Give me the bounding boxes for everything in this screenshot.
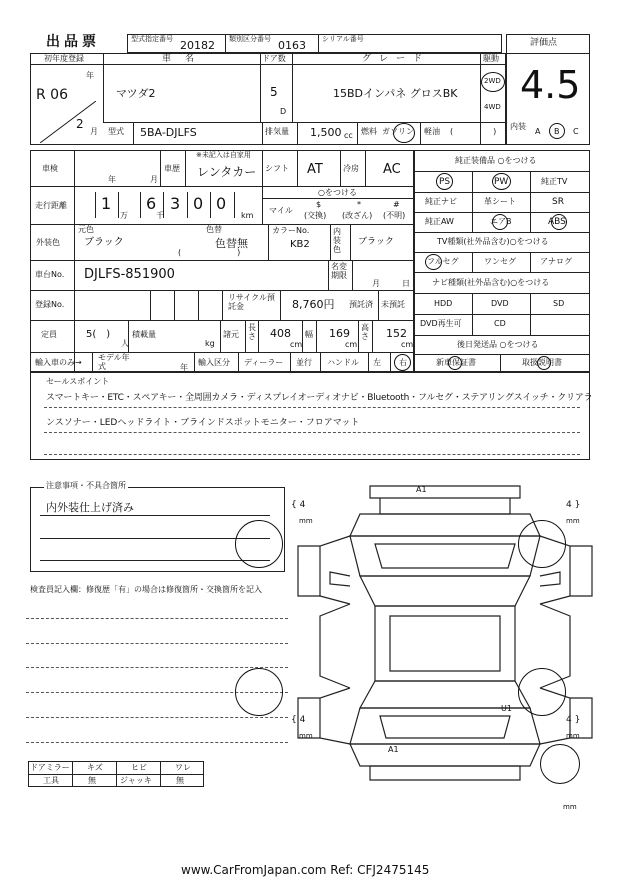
width-value: 169 xyxy=(329,327,350,340)
tools-header-crack: ヒビ xyxy=(131,763,147,772)
mileage-swap: (交換) xyxy=(304,211,327,220)
tv-analog: アナログ xyxy=(540,257,572,266)
score-label: 評価点 xyxy=(530,38,558,48)
inspection-label: 車検 xyxy=(42,164,58,173)
nav-hdd: HDD xyxy=(434,299,453,308)
first-reg-year: R 06 xyxy=(36,87,68,103)
mileage-dollar: $ xyxy=(316,200,322,209)
mileage-attach-note: ○をつける xyxy=(318,188,357,197)
import-parallel: 並行 xyxy=(296,358,312,367)
tv-fullseg: フルセグ xyxy=(427,257,459,266)
tv-oneseg: ワンセグ xyxy=(484,257,516,266)
jack-label: ジャッキ xyxy=(120,776,152,785)
handle-right: 右 xyxy=(399,358,407,367)
chassis-label: 車台No. xyxy=(35,270,65,279)
drive-2wd: 2WD xyxy=(484,77,501,85)
handle-right-circle xyxy=(394,354,411,371)
tire-depth-fr: 4 } xyxy=(566,500,581,510)
original-color: ブラック xyxy=(84,237,124,248)
interior-label: 内装 xyxy=(510,122,526,131)
doors-label: ドア数 xyxy=(262,54,286,63)
jack-value: 無 xyxy=(176,776,184,785)
equip-tv: 純正TV xyxy=(541,177,568,186)
doc-warranty: 新車保証書 xyxy=(436,358,476,367)
tire-depth-fr-mm: mm xyxy=(566,517,580,525)
original-color-label: 元色 xyxy=(78,225,94,234)
tools-label: 工具 xyxy=(43,776,59,785)
interior-color-label: 内装色 xyxy=(333,227,341,254)
repaint-paren: ( ) xyxy=(178,248,241,257)
interior-circle xyxy=(549,123,565,139)
tire-front-left xyxy=(235,520,283,568)
drive-label: 駆動 xyxy=(483,54,499,63)
month-unit: 月 xyxy=(90,127,98,136)
damage-mark-rear-bumper: A1 xyxy=(388,745,399,754)
drive-4wd: 4WD xyxy=(484,103,501,111)
capacity-persons: 5( ) xyxy=(86,329,111,340)
equip-ps-circle xyxy=(436,173,453,190)
repaint-label: 色替 xyxy=(206,225,222,234)
first-reg-divider xyxy=(40,101,96,143)
length-label: 長さ xyxy=(248,323,256,341)
handle-label: ハンドル xyxy=(327,358,359,367)
mileage-digit-1: 1 xyxy=(101,194,112,213)
length-value: 408 xyxy=(270,327,291,340)
nav-dvd: DVD xyxy=(491,299,509,308)
footer-watermark: www.CarFromJapan.com Ref: CFJ2475145 xyxy=(181,863,430,877)
tire-depth-rl-mm: mm xyxy=(299,732,313,740)
import-label: 輸入車のみ→ xyxy=(35,358,82,367)
chassis-number: DJLFS-851900 xyxy=(84,267,175,282)
mileage-man: 万 xyxy=(120,211,128,220)
car-name-label: 車名 xyxy=(162,54,209,64)
model-designation-label: 型式指定番号 xyxy=(131,35,173,43)
tools-header-break: ワレ xyxy=(175,763,191,772)
nav-sd: SD xyxy=(553,299,565,308)
mileage-digit-4: 0 xyxy=(193,194,204,213)
model-designation: 20182 xyxy=(180,39,215,52)
name-change-label: 名変期限 xyxy=(331,262,347,280)
notes-line-1: 内外装仕上げ済み xyxy=(46,501,134,514)
name-change-day: 日 xyxy=(402,279,410,288)
displacement-value: 1,500 xyxy=(310,126,342,139)
height-label: 高さ xyxy=(361,323,369,341)
color-label: 外装色 xyxy=(36,238,60,247)
docs-header: 後日発送品 ○をつける xyxy=(457,340,539,349)
equip-pw-circle xyxy=(492,173,511,190)
equip-abs: ABS xyxy=(548,217,566,227)
cd-label: CD xyxy=(494,319,506,328)
inspection-year: 年 xyxy=(108,175,116,184)
car-name: マツダ2 xyxy=(116,87,156,100)
equipment-header: 純正装備品 ○をつける xyxy=(455,156,537,165)
dvd-playback-label: DVD再生可 xyxy=(420,319,462,328)
tire-depth-rr-mm: mm xyxy=(566,732,580,740)
tire-rear-right xyxy=(518,668,566,716)
handle-left: 左 xyxy=(373,358,381,367)
tools-header-scratch: キズ xyxy=(87,763,103,772)
first-reg-month: 2 xyxy=(76,117,84,131)
doc-warranty-circle xyxy=(448,356,462,370)
tire-depth-fl: { 4 xyxy=(291,500,306,510)
import-dealer: ディーラー xyxy=(244,358,284,367)
equip-airbag: エアB xyxy=(490,217,512,226)
recycle-value: 8,760円 xyxy=(292,298,335,311)
spare-tire-mm: mm xyxy=(563,803,577,811)
interior-grade-b: B xyxy=(554,127,560,136)
tire-depth-rl: { 4 xyxy=(291,715,306,725)
oil-paren: ( ) xyxy=(450,127,497,136)
mileage-mile: マイル xyxy=(269,206,293,215)
category-label: 類別区分番号 xyxy=(229,35,271,43)
load-label: 積載量 xyxy=(132,330,156,339)
category-number: 0163 xyxy=(278,39,306,52)
mileage-sen: 千 xyxy=(156,211,164,220)
interior-grade-a: A xyxy=(535,127,541,136)
sales-points-line-2: ンスソナー・LEDヘッドライト・ブラインドスポットモニター・フロアマット xyxy=(46,418,360,428)
capacity-label: 定員 xyxy=(41,330,57,339)
sales-points-line-1: スマートキー・ETC・スペアキー・全周囲カメラ・ディスプレイオーディオナビ・Bluetooth・フルセグ・ステアリングスイッチ・クリアラ xyxy=(46,393,593,403)
color-code-label: カラーNo. xyxy=(272,226,310,235)
interior-grade-c: C xyxy=(573,127,579,136)
name-change-month: 月 xyxy=(372,279,380,288)
equip-abs-circle xyxy=(551,214,567,230)
equip-airbag-circle xyxy=(492,214,508,230)
mileage-hash: # xyxy=(393,200,400,209)
tire-rear-left xyxy=(235,668,283,716)
height-value: 152 xyxy=(386,327,407,340)
damage-mark-rear-right: U1 xyxy=(501,704,512,713)
sales-points-label: セールスポイント xyxy=(46,377,110,386)
type-value: 5BA-DJLFS xyxy=(140,126,197,139)
inspection-month: 月 xyxy=(150,175,158,184)
dims-label: 諸元 xyxy=(223,330,239,339)
first-reg-label: 初年度登録 xyxy=(44,54,84,63)
displacement-label: 排気量 xyxy=(265,127,289,136)
equip-pw: PW xyxy=(494,177,509,187)
width-cm: cm xyxy=(345,340,358,349)
usage-value: レンタカー xyxy=(197,165,257,179)
inspector-label: 検査員記入欄：修復歴「有」の場合は修復箇所・交換箇所を記入 xyxy=(30,585,262,594)
mileage-star: * xyxy=(357,200,361,209)
tools-value: 無 xyxy=(88,776,96,785)
tools-header-mirror: ドアミラー xyxy=(30,763,70,772)
usage-label: 車歴 xyxy=(164,164,180,173)
doc-manual-circle xyxy=(537,356,551,370)
notes-label: 注意事項・不具合箇所 xyxy=(46,481,126,490)
ac-label: 冷房 xyxy=(343,164,359,173)
doors-count: 5 xyxy=(270,85,278,99)
grade-value: 15BDインパネ グロスBK xyxy=(333,87,458,100)
tv-header: TV種類(社外品含む)○をつける xyxy=(437,237,549,246)
mileage-digit-3: 3 xyxy=(170,194,181,213)
color-code: KB2 xyxy=(290,239,310,250)
height-cm: cm xyxy=(401,340,414,349)
score-value: 4.5 xyxy=(520,63,581,107)
recycle-undeposited: 未預託 xyxy=(381,300,405,309)
year-unit: 年 xyxy=(86,71,94,80)
mileage-digit-2: 6 xyxy=(146,194,157,213)
damage-mark-front-bumper: A1 xyxy=(416,485,427,494)
mileage-label: 走行距離 xyxy=(35,201,67,210)
length-cm: cm xyxy=(290,340,303,349)
fuel-circle xyxy=(393,123,415,143)
equip-navi: 純正ナビ xyxy=(425,197,457,206)
recycle-label: リサイクル預託金 xyxy=(228,293,275,311)
load-kg: kg xyxy=(205,339,215,348)
nav-header: ナビ種類(社外品含む)○をつける xyxy=(432,278,550,287)
usage-note: ※未記入は自家用 xyxy=(196,151,251,159)
sheet-title: 出品票 xyxy=(46,34,100,50)
serial-label: シリアル番号 xyxy=(322,35,364,43)
model-year-unit: 年 xyxy=(180,363,188,372)
equip-ps: PS xyxy=(439,177,451,187)
equip-aw: 純正AW xyxy=(425,217,454,226)
equip-sr: SR xyxy=(552,197,564,207)
doors-suffix: D xyxy=(280,107,287,116)
import-class-label: 輸入区分 xyxy=(198,358,230,367)
grade-label: グレード xyxy=(362,54,431,64)
type-label: 型式 xyxy=(108,127,124,136)
capacity-person-unit: 人 xyxy=(121,339,129,348)
fuel-label: 燃料 xyxy=(361,127,377,136)
width-label: 幅 xyxy=(305,330,313,339)
tv-fullseg-circle xyxy=(425,254,442,270)
doc-manual: 取扱説明書 xyxy=(522,358,562,367)
model-year-label: モデル年式 xyxy=(98,353,130,371)
shift-label: シフト xyxy=(265,164,289,173)
repaint-value: 色替無 xyxy=(215,237,248,250)
mileage-tamper: (改ざん) xyxy=(342,211,373,220)
fuel-value: ガソリン xyxy=(382,127,414,136)
tire-front-right xyxy=(518,520,566,568)
registration-label: 登録No. xyxy=(35,300,65,309)
cc-unit: cc xyxy=(344,131,353,140)
ac-value: AC xyxy=(383,162,401,177)
tire-depth-rr: 4 } xyxy=(566,715,581,725)
equip-leather: 革シート xyxy=(484,197,516,206)
recycle-deposited: 預託済 xyxy=(349,300,373,309)
mileage-digit-5: 0 xyxy=(216,194,227,213)
interior-color: ブラック xyxy=(358,237,394,247)
shift-value: AT xyxy=(307,162,323,177)
tire-depth-fl-mm: mm xyxy=(299,517,313,525)
mileage-unknown: (不明) xyxy=(383,211,406,220)
mileage-km: km xyxy=(241,211,254,220)
sales-points-box xyxy=(30,372,593,460)
oil-label: 軽油 xyxy=(424,127,440,136)
spare-tire xyxy=(540,744,580,784)
